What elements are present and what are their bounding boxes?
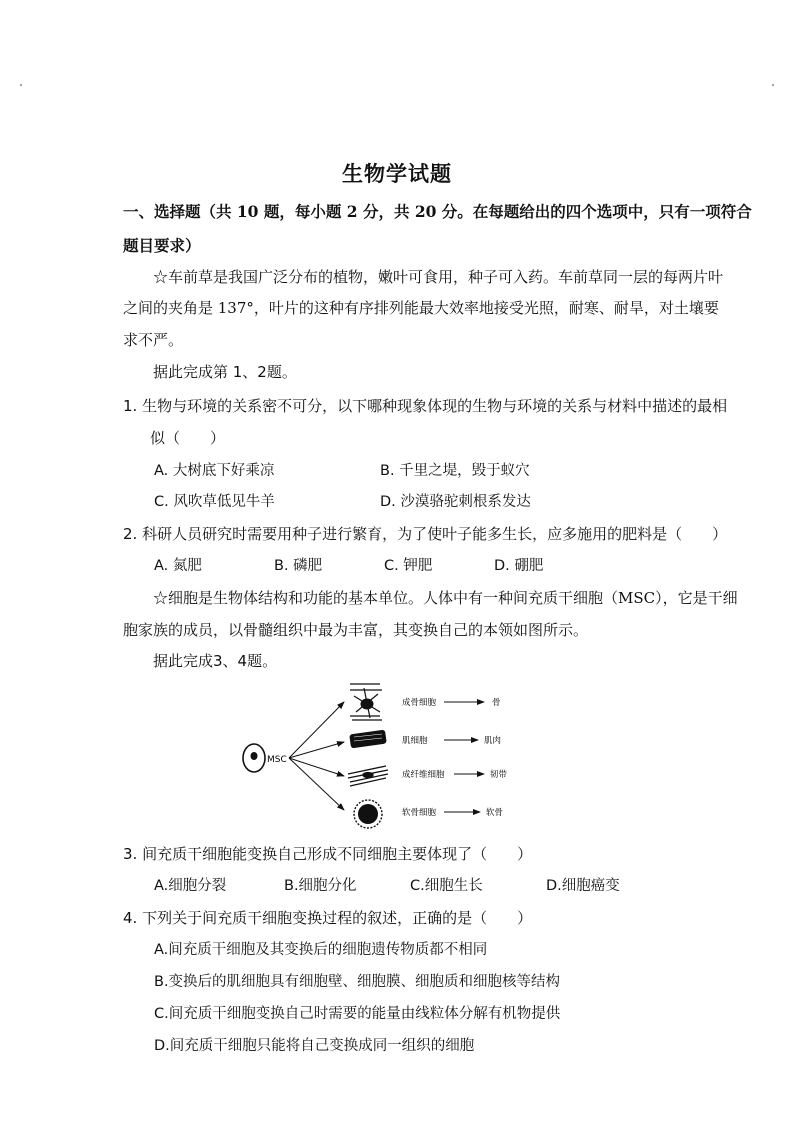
question-3-stem: 3. 间充质干细胞能变换自己形成不同细胞主要体现了（ ） — [123, 845, 533, 863]
q4-option-c: C.间充质干细胞变换自己时需要的能量由线粒体分解有机物提供 — [154, 1006, 561, 1022]
passage1-instruction: 据此完成第 1、2题。 — [153, 363, 297, 381]
passage1-line: ☆车前草是我国广泛分布的植物，嫩叶可食用，种子可入药。车前草同一层的每两片叶 — [153, 268, 724, 286]
section-heading-cont: 题目要求） — [123, 236, 201, 255]
passage2-instruction: 据此完成3、4题。 — [153, 652, 278, 670]
bone-label: 骨 — [492, 698, 501, 708]
q2-option-b: B. 磷肥 — [274, 558, 323, 574]
question-1-stem-cont: 似（ ） — [150, 429, 226, 447]
fibroblast-label: 成纤维细胞 — [402, 770, 445, 780]
scan-speck — [20, 84, 22, 86]
chondrocyte-cell-image — [354, 800, 382, 828]
q4-option-a: A.间充质干细胞及其变换后的细胞遗传物质都不相同 — [154, 942, 488, 958]
passage2-line: 胞家族的成员，以骨髓组织中最为丰富，其变换自己的本领如图所示。 — [123, 621, 589, 639]
osteoblast-cell-image — [350, 684, 382, 720]
muscle-cell-label: 肌细胞 — [402, 736, 428, 746]
chondrocyte-label: 软骨细胞 — [402, 808, 437, 818]
muscle-cell-image — [349, 730, 387, 749]
ligament-label: 韧带 — [490, 770, 508, 780]
q3-option-d: D.细胞癌变 — [546, 878, 620, 894]
q3-option-a: A.细胞分裂 — [154, 878, 227, 894]
q1-option-c: C. 风吹草低见牛羊 — [154, 494, 275, 510]
q1-option-b: B. 千里之堤，毁于蚁穴 — [380, 463, 530, 479]
question-4-stem: 4. 下列关于间充质干细胞变换过程的叙述，正确的是（ ） — [123, 909, 533, 927]
q1-option-a: A. 大树底下好乘凉 — [154, 463, 275, 479]
q4-option-b: B.变换后的肌细胞具有细胞壁、细胞膜、细胞质和细胞核等结构 — [154, 974, 561, 990]
q2-option-d: D. 硼肥 — [494, 558, 544, 574]
q3-option-b: B.细胞分化 — [284, 878, 357, 894]
muscle-label: 肌肉 — [484, 736, 502, 746]
q2-option-a: A. 氮肥 — [154, 558, 202, 574]
question-1-stem: 1. 生物与环境的关系密不可分，以下哪种现象体现的生物与环境的关系与材料中描述的最相 — [123, 397, 728, 415]
branch-arrows — [289, 702, 344, 810]
page-title: 生物学试题 — [342, 161, 452, 186]
question-2-stem: 2. 科研人员研究时需要用种子进行繁育，为了使叶子能多生长，应多施用的肥料是（ ） — [123, 525, 728, 543]
fibroblast-cell-image — [348, 766, 388, 786]
result-arrows — [444, 702, 484, 812]
q4-option-d: D.间充质干细胞只能将自己变换成同一组织的细胞 — [154, 1038, 475, 1054]
section-heading: 一、选择题（共 10 题，每小题 2 分，共 20 分。在每题给出的四个选项中，只有一项符合 — [123, 202, 752, 221]
q1-option-d: D. 沙漠骆驼刺根系发达 — [380, 494, 531, 510]
scan-speck — [772, 84, 774, 86]
passage1-line: 之间的夹角是 137°，叶片的这种有序排列能最大效率地接受光照，耐寒、耐旱，对土壤要 — [123, 299, 719, 317]
msc-differentiation-diagram — [236, 676, 546, 836]
q2-option-c: C. 钾肥 — [384, 558, 433, 574]
q3-option-c: C.细胞生长 — [410, 878, 483, 894]
cartilage-label: 软骨 — [486, 808, 504, 818]
msc-label: MSC — [267, 755, 287, 765]
passage2-line: ☆细胞是生物体结构和功能的基本单位。人体中有一种间充质干细胞（MSC），它是干细 — [153, 589, 738, 607]
osteoblast-label: 成骨细胞 — [402, 698, 437, 708]
passage1-line: 求不严。 — [123, 331, 184, 349]
msc-cell — [243, 744, 265, 772]
